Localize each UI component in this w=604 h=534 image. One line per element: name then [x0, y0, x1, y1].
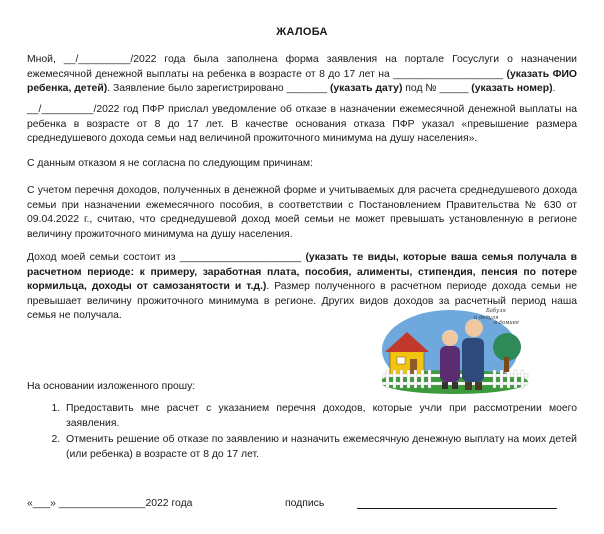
paragraph-disagreement: С данным отказом я не согласна по следующим причинам: [27, 158, 313, 169]
paragraph-income-calculation: С учетом перечня доходов, полученных в денежной форме и учитываемых для расчета среднедушевого дохода семьи при назначении ежемесячного пособия, в соответствии с Постановлением Правительства № 630 от 09.04.2022 г., считаю, что среднедушевой доход моей семьи не может превышать установленную в регионе величину прожиточного минимума на душу населения. [27, 185, 577, 240]
application-text-1: Мной, __/_________/2022 года была заполнена форма заявления на портале Госуслуги о назначении ежемесячной денежной выплаты на ребенка в возрасте от 8 до 17 лет на ___________________ [27, 54, 577, 80]
request-item-1: 1. Предоставить мне расчет с указанием перечня доходов, которые учли при рассмотрении моего заявления. [63, 402, 577, 431]
request-item-2: 2. Отменить решение об отказе по заявлению и назначить ежемесячную денежную выплату на моих детей (или ребенка) в возрасте от 8 до 17 лет. [63, 433, 577, 462]
income-text-1: Доход моей семьи состоит из _____________________ [27, 252, 306, 263]
document-title: ЖАЛОБА [276, 26, 328, 38]
paragraph-request-intro: На основании изложенного прошу: [27, 381, 196, 392]
signature-footer [27, 497, 577, 513]
income-text-2: . Размер полученного в расчетном периоде дохода семьи не превышает величину прожиточного минимума в регионе. Других видов доходов за расчетный период наша семья не получала. [27, 281, 577, 322]
income-hint: (указать те виды, которые ваша семья получала в расчетном периоде: к примеру, заработная плата, пособия, алименты, стипендия, пенсия по потере кормильца, доходы от самозанятости и т.д.) [27, 252, 577, 293]
tree-crown [493, 333, 521, 361]
sign-line-1: Бабуля [486, 308, 506, 314]
signature-line [357, 508, 557, 509]
paragraph-application-info [27, 53, 577, 97]
house-window [397, 357, 405, 364]
tree-trunk [504, 357, 509, 372]
application-hint-child-name: (указать ФИО ребенка, детей) [27, 68, 577, 95]
application-text-2: . Заявление было зарегистрировано _______ [107, 83, 330, 95]
date-line: «___» _______________2022 года [27, 498, 193, 509]
application-hint-number: (указать номер) [471, 83, 553, 95]
request-list [27, 402, 577, 464]
sign-line-2: и дедуля [474, 315, 499, 321]
application-text-3: под № _____ [402, 83, 472, 95]
application-hint-date: (указать дату) [329, 83, 403, 95]
signature-label: подпись [285, 498, 325, 509]
application-text-4: . [552, 83, 556, 95]
sign-line-3: в домике [494, 320, 519, 326]
paragraph-refusal-notice: __/_________/2022 год ПФР прислал уведомление об отказе в назначении ежемесячной денежной выплаты на ребенка в возрасте от 8 до 17 лет. В качестве основания отказа ПФР указал «превышение размера среднедушевого дохода семьи над величиной прожиточного минимума на душу населения». [27, 104, 577, 145]
